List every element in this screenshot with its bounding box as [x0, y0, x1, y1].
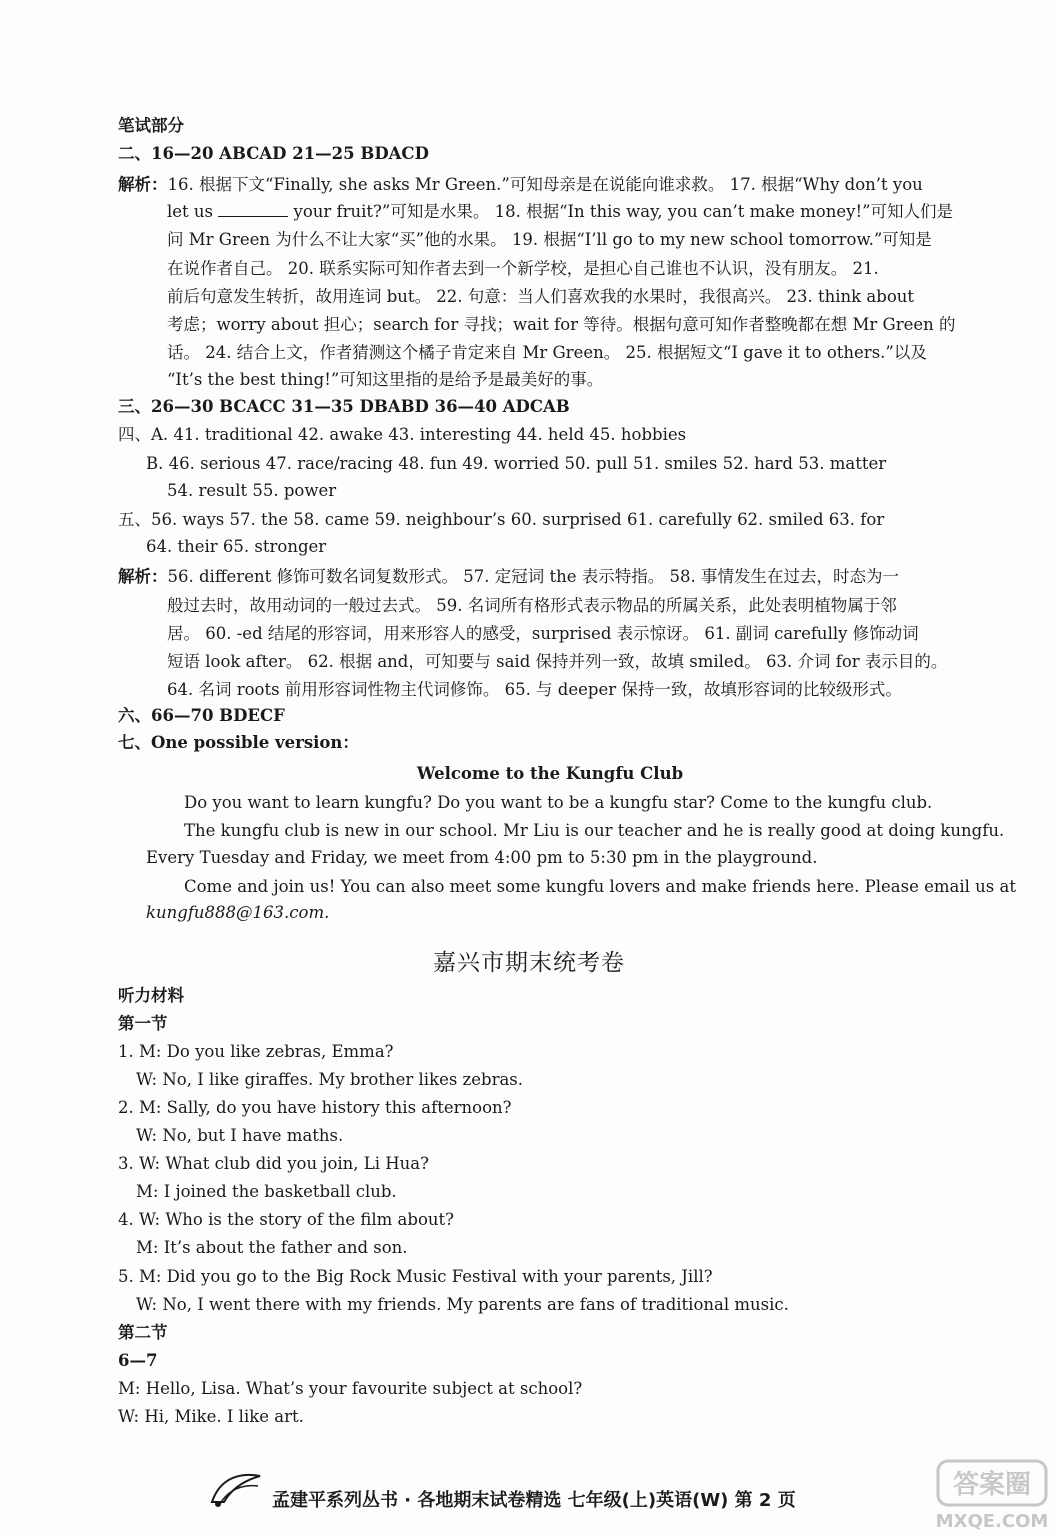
explanation-line: 般过去时，故用动词的一般过去式。 59. 名词所有格形式表示物品的所属关系，此处表明植物属于邻 — [167, 596, 897, 615]
dialog-line: M: Hello, Lisa. What’s your favourite subject at school? — [118, 1379, 583, 1398]
explanation-line: 考虑；worry about 担心；search for 寻找；wait for 等待。根据句意可知作者整晚都在想 Mr Green 的 — [167, 315, 956, 334]
email-address: kungfu888@163.com. — [146, 903, 330, 922]
explanation-line: 在说作者自己。 20. 联系实际可知作者去到一个新学校，是担心自己谁也不认识，没有朋友。 21. — [167, 259, 879, 278]
answer-line: 五、56. ways 57. the 58. came 59. neighbour’s 60. surprised 61. carefully 62. smiled 63. for — [118, 510, 885, 529]
dialog-answer: M: I joined the basketball club. — [136, 1182, 397, 1201]
dialog-answer: M: It’s about the father and son. — [136, 1238, 408, 1257]
explanation-text: 16. 根据下文“Finally, she asks Mr Green.”可知母亲是在说能向谁求救。 17. 根据“Why don’t you — [167, 175, 923, 194]
answer-line: 二、16—20 ABCAD 21—25 BDACD — [118, 144, 429, 163]
dialog-question: 1. M: Do you like zebras, Emma? — [118, 1042, 394, 1061]
explanation-label: 解析： — [118, 567, 168, 586]
answer-line: 64. their 65. stronger — [146, 537, 327, 556]
explanation-line: 64. 名词 roots 前用形容词性物主代词修饰。 65. 与 deeper 保持一致，故填形容词的比较级形式。 — [167, 680, 902, 699]
watermark-logo — [930, 1455, 1055, 1535]
explanation-line — [118, 175, 923, 195]
answer-line: B. 46. serious 47. race/racing 48. fun 49. worried 50. pull 51. smiles 52. hard 53. matter — [146, 454, 887, 473]
dialog-answer: W: No, I went there with my friends. My parents are fans of traditional music. — [136, 1295, 789, 1314]
listening-heading: 听力材料 — [118, 986, 184, 1005]
explanation-line: 短语 look after。 62. 根据 and，可知要与 said 保持并列一致，故填 smiled。 63. 介词 for 表示目的。 — [167, 652, 948, 671]
explanation-line — [118, 567, 899, 587]
essay-paragraph: Come and join us! You can also meet some kungfu lovers and make friends here. Please email us at — [184, 877, 1016, 896]
svg-text:答案圈: 答案圈 — [952, 1470, 1032, 1500]
explanation-line: 问 Mr Green 为什么不让大家“买”他的水果。 19. 根据“I’ll go to my new school tomorrow.”可知是 — [167, 230, 932, 249]
dialog-line: W: Hi, Mike. I like art. — [118, 1407, 304, 1426]
explanation-line: 话。 24. 结合上文，作者猜测这个橘子肯定来自 Mr Green。 25. 根据短文“I gave it to others.”以及 — [167, 343, 927, 362]
explanation-line: “It’s the best thing!”可知这里指的是给予是最美好的事。 — [167, 370, 604, 389]
svg-text:MXQE.COM: MXQE.COM — [935, 1511, 1049, 1532]
page-footer: 孟建平系列丛书 · 各地期末试卷精选 七年级(上)英语(W) 第 2 页 — [272, 1490, 796, 1511]
dialog-answer: W: No, but I have maths. — [136, 1126, 344, 1145]
series-logo-icon — [206, 1468, 266, 1512]
answer-line: 54. result 55. power — [167, 481, 337, 500]
dialog-answer: W: No, I like giraffes. My brother likes zebras. — [136, 1070, 524, 1089]
blank-line — [218, 202, 288, 217]
explanation-line: 前后句意发生转折，故用连词 but。 22. 句意：当人们喜欢我的水果时，我很高兴。 23. think about — [167, 287, 915, 306]
dialog-question: 4. W: Who is the story of the film about? — [118, 1210, 454, 1229]
explanation-text: let us — [167, 202, 219, 221]
dialog-question: 5. M: Did you go to the Big Rock Music Festival with your parents, Jill? — [118, 1267, 713, 1286]
section-heading-written: 笔试部分 — [118, 116, 184, 135]
dialog-question: 2. M: Sally, do you have history this afternoon? — [118, 1098, 512, 1117]
section-label: 第二节 — [118, 1323, 168, 1342]
dialog-question: 3. W: What club did you join, Li Hua? — [118, 1154, 429, 1173]
answer-line: 七、One possible version： — [118, 733, 359, 752]
essay-title: Welcome to the Kungfu Club — [416, 764, 684, 783]
explanation-label: 解析： — [118, 175, 168, 194]
explanation-text: your fruit?”可知是水果。 18. 根据“In this way, you can’t make money!”可知人们是 — [288, 202, 954, 221]
section-label: 第一节 — [118, 1014, 168, 1033]
explanation-text: 56. different 修饰可数名词复数形式。 57. 定冠词 the 表示特指。 58. 事情发生在过去，时态为一 — [167, 567, 899, 586]
answer-line: 三、26—30 BCACC 31—35 DBABD 36—40 ADCAB — [118, 397, 570, 416]
explanation-line: 居。 60. -ed 结尾的形容词，用来形容人的感受，surprised 表示惊讶。 61. 副词 carefully 修饰动词 — [167, 624, 919, 643]
answer-line: 四、A. 41. traditional 42. awake 43. interesting 44. held 45. hobbies — [118, 425, 687, 444]
essay-paragraph: Every Tuesday and Friday, we meet from 4:00 pm to 5:30 pm in the playground. — [146, 848, 818, 867]
explanation-line — [167, 202, 953, 222]
essay-paragraph: Do you want to learn kungfu? Do you want to be a kungfu star? Come to the kungfu club. — [184, 793, 933, 812]
essay-paragraph: The kungfu club is new in our school. Mr Liu is our teacher and he is really good at doing kungfu. — [184, 821, 1005, 840]
question-range: 6—7 — [118, 1351, 158, 1370]
exam-title: 嘉兴市期末统考卷 — [433, 950, 625, 976]
answer-line: 六、66—70 BDECF — [118, 706, 285, 725]
